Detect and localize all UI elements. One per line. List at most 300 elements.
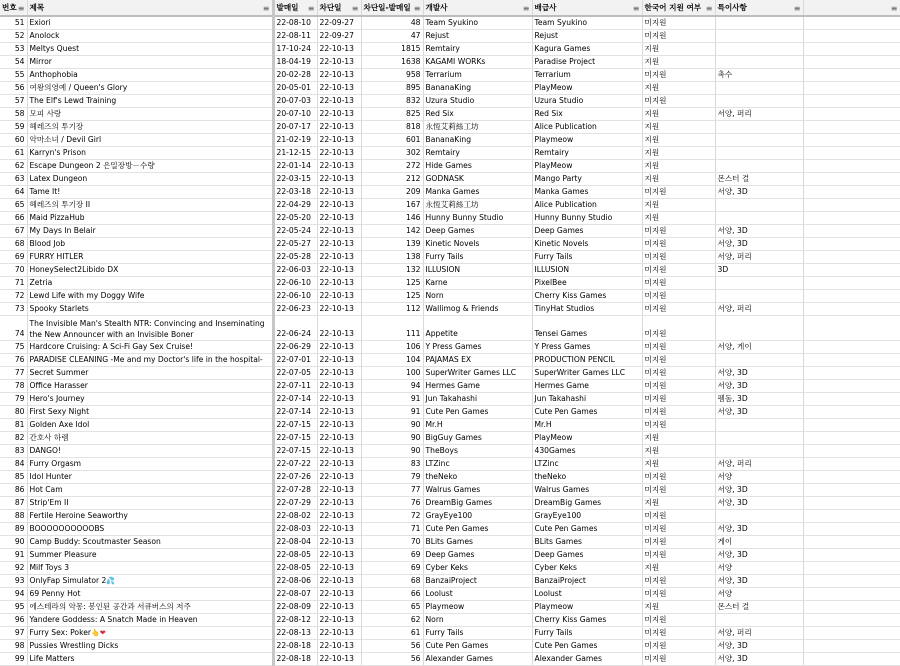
cell-title[interactable]: Summer Pleasure [27,549,273,562]
cell-kor[interactable]: 미지원 [642,406,715,419]
cell-pub[interactable]: Cute Pen Games [532,406,642,419]
cell-release[interactable]: 22-03-15 [273,173,317,186]
cell-no[interactable]: 96 [0,614,27,627]
cell-release[interactable]: 22-07-14 [273,406,317,419]
cell-extra[interactable] [803,471,900,484]
cell-pub[interactable]: LTZinc [532,458,642,471]
filter-icon[interactable]: ≡ [262,4,270,13]
cell-diff[interactable]: 125 [361,290,423,303]
cell-title[interactable]: Mirror [27,56,273,69]
cell-kor[interactable]: 미지원 [642,238,715,251]
cell-block[interactable]: 22-10-13 [317,614,361,627]
column-header-extra[interactable] [803,0,900,16]
cell-diff[interactable]: 76 [361,497,423,510]
cell-dev[interactable]: Kinetic Novels [423,238,532,251]
cell-extra[interactable] [803,562,900,575]
cell-dev[interactable]: BananaKing [423,82,532,95]
cell-dev[interactable]: Deep Games [423,549,532,562]
cell-no[interactable]: 67 [0,225,27,238]
cell-extra[interactable] [803,134,900,147]
cell-note[interactable] [715,16,803,30]
cell-extra[interactable] [803,393,900,406]
cell-kor[interactable]: 미지원 [642,341,715,354]
cell-note[interactable] [715,316,803,341]
cell-note[interactable]: 서양 [715,562,803,575]
column-header-no[interactable] [0,0,27,16]
cell-diff[interactable]: 139 [361,238,423,251]
cell-kor[interactable]: 미지원 [642,640,715,653]
cell-extra[interactable] [803,575,900,588]
column-header-diff[interactable] [361,0,423,16]
cell-kor[interactable]: 지원 [642,147,715,160]
cell-extra[interactable] [803,160,900,173]
cell-dev[interactable]: Alexander Games [423,653,532,666]
cell-title[interactable]: Camp Buddy: Scoutmaster Season [27,536,273,549]
cell-dev[interactable]: ILLUSION [423,264,532,277]
cell-release[interactable]: 20-02-28 [273,69,317,82]
cell-extra[interactable] [803,601,900,614]
cell-release[interactable]: 22-08-07 [273,588,317,601]
cell-title[interactable]: 여왕의영예 / Queen's Glory [27,82,273,95]
cell-block[interactable]: 22-10-13 [317,251,361,264]
cell-release[interactable]: 20-05-01 [273,82,317,95]
cell-dev[interactable]: Cute Pen Games [423,640,532,653]
cell-kor[interactable]: 미지원 [642,303,715,316]
cell-title[interactable]: First Sexy Night [27,406,273,419]
cell-kor[interactable]: 미지원 [642,380,715,393]
cell-extra[interactable] [803,354,900,367]
cell-block[interactable]: 22-10-13 [317,588,361,601]
cell-kor[interactable]: 지원 [642,458,715,471]
cell-block[interactable]: 22-10-13 [317,134,361,147]
cell-diff[interactable]: 94 [361,380,423,393]
cell-kor[interactable]: 지원 [642,445,715,458]
cell-block[interactable]: 22-10-13 [317,510,361,523]
cell-note[interactable]: 서양, 3D [715,497,803,510]
cell-block[interactable]: 22-10-13 [317,562,361,575]
cell-pub[interactable]: Rejust [532,30,642,43]
cell-pub[interactable]: Walrus Games [532,484,642,497]
filter-icon[interactable]: ≡ [793,4,801,13]
cell-extra[interactable] [803,30,900,43]
cell-dev[interactable]: Terrarium [423,69,532,82]
cell-extra[interactable] [803,367,900,380]
cell-release[interactable]: 22-08-11 [273,30,317,43]
cell-release[interactable]: 22-01-14 [273,160,317,173]
cell-title[interactable]: My Days In Belair [27,225,273,238]
cell-pub[interactable]: SuperWriter Games LLC [532,367,642,380]
cell-diff[interactable]: 142 [361,225,423,238]
cell-extra[interactable] [803,108,900,121]
cell-diff[interactable]: 111 [361,316,423,341]
cell-title[interactable]: Exiori [27,16,273,30]
cell-extra[interactable] [803,510,900,523]
cell-no[interactable]: 92 [0,562,27,575]
cell-dev[interactable]: Appetite [423,316,532,341]
cell-dev[interactable]: Playmeow [423,601,532,614]
cell-no[interactable]: 84 [0,458,27,471]
cell-dev[interactable]: Rejust [423,30,532,43]
cell-dev[interactable]: BigGuy Games [423,432,532,445]
cell-note[interactable] [715,30,803,43]
cell-release[interactable]: 22-04-29 [273,199,317,212]
cell-block[interactable]: 22-10-13 [317,199,361,212]
cell-title[interactable]: Anolock [27,30,273,43]
cell-title[interactable]: BOOOOOOOOOOBS [27,523,273,536]
cell-title[interactable]: Furry Orgasm [27,458,273,471]
cell-pub[interactable]: DreamBig Games [532,497,642,510]
cell-no[interactable]: 62 [0,160,27,173]
cell-no[interactable]: 52 [0,30,27,43]
cell-kor[interactable]: 지원 [642,497,715,510]
cell-block[interactable]: 22-10-13 [317,82,361,95]
cell-note[interactable] [715,121,803,134]
cell-no[interactable]: 55 [0,69,27,82]
cell-diff[interactable]: 146 [361,212,423,225]
cell-diff[interactable]: 70 [361,536,423,549]
cell-release[interactable]: 22-06-10 [273,290,317,303]
cell-block[interactable]: 22-10-13 [317,627,361,640]
cell-no[interactable]: 89 [0,523,27,536]
cell-block[interactable]: 22-10-13 [317,173,361,186]
cell-diff[interactable]: 825 [361,108,423,121]
cell-release[interactable]: 22-08-05 [273,549,317,562]
cell-extra[interactable] [803,264,900,277]
cell-block[interactable]: 22-10-13 [317,601,361,614]
cell-kor[interactable]: 미지원 [642,627,715,640]
cell-diff[interactable]: 302 [361,147,423,160]
cell-dev[interactable]: Mr.H [423,419,532,432]
cell-dev[interactable]: Hermes Game [423,380,532,393]
cell-block[interactable]: 22-10-13 [317,432,361,445]
cell-diff[interactable]: 212 [361,173,423,186]
cell-no[interactable]: 86 [0,484,27,497]
cell-title[interactable]: Yandere Goddess: A Snatch Made in Heaven [27,614,273,627]
filter-icon[interactable]: ≡ [413,4,421,13]
cell-kor[interactable]: 미지원 [642,69,715,82]
cell-dev[interactable]: Cute Pen Games [423,523,532,536]
cell-note[interactable] [715,445,803,458]
cell-block[interactable]: 22-10-13 [317,43,361,56]
cell-extra[interactable] [803,484,900,497]
cell-title[interactable]: Secret Summer [27,367,273,380]
cell-pub[interactable]: Red Six [532,108,642,121]
cell-no[interactable]: 93 [0,575,27,588]
cell-pub[interactable]: Playmeow [532,134,642,147]
cell-pub[interactable]: Mr.H [532,419,642,432]
cell-note[interactable]: 서양, 3D [715,549,803,562]
cell-kor[interactable]: 미지원 [642,225,715,238]
cell-block[interactable]: 22-10-13 [317,316,361,341]
cell-no[interactable]: 99 [0,653,27,666]
cell-title[interactable]: 헤레즈의 투기장 II [27,199,273,212]
cell-diff[interactable]: 72 [361,510,423,523]
cell-note[interactable]: 서양, 3D [715,406,803,419]
cell-release[interactable]: 18-04-19 [273,56,317,69]
cell-note[interactable]: 서양, 3D [715,575,803,588]
cell-pub[interactable]: ILLUSION [532,264,642,277]
cell-block[interactable]: 22-10-13 [317,484,361,497]
cell-block[interactable]: 22-09-27 [317,16,361,30]
cell-no[interactable]: 56 [0,82,27,95]
cell-no[interactable]: 85 [0,471,27,484]
cell-title[interactable]: HoneySelect2Libido DX [27,264,273,277]
cell-diff[interactable]: 132 [361,264,423,277]
cell-block[interactable]: 22-10-13 [317,186,361,199]
cell-title[interactable]: Zetria [27,277,273,290]
cell-block[interactable]: 22-10-13 [317,380,361,393]
cell-extra[interactable] [803,640,900,653]
cell-no[interactable]: 73 [0,303,27,316]
cell-pub[interactable]: PixelBee [532,277,642,290]
cell-pub[interactable]: Cute Pen Games [532,640,642,653]
cell-kor[interactable]: 지원 [642,43,715,56]
cell-pub[interactable]: Y Press Games [532,341,642,354]
cell-note[interactable] [715,95,803,108]
cell-diff[interactable]: 71 [361,523,423,536]
cell-extra[interactable] [803,536,900,549]
cell-no[interactable]: 53 [0,43,27,56]
cell-diff[interactable]: 272 [361,160,423,173]
cell-dev[interactable]: Deep Games [423,225,532,238]
cell-block[interactable]: 22-10-13 [317,406,361,419]
cell-block[interactable]: 22-10-13 [317,56,361,69]
cell-dev[interactable]: LTZinc [423,458,532,471]
cell-diff[interactable]: 48 [361,16,423,30]
cell-extra[interactable] [803,653,900,666]
cell-kor[interactable]: 지원 [642,562,715,575]
cell-title[interactable]: 간호사 하렘 [27,432,273,445]
cell-dev[interactable]: Cute Pen Games [423,406,532,419]
cell-pub[interactable]: Mango Party [532,173,642,186]
cell-pub[interactable]: Furry Tails [532,251,642,264]
cell-extra[interactable] [803,445,900,458]
cell-pub[interactable]: Remtairy [532,147,642,160]
cell-title[interactable]: Karryn's Prison [27,147,273,160]
cell-pub[interactable]: Cherry Kiss Games [532,290,642,303]
cell-kor[interactable]: 미지원 [642,30,715,43]
cell-pub[interactable]: Cherry Kiss Games [532,614,642,627]
cell-kor[interactable]: 미지원 [642,316,715,341]
cell-block[interactable]: 22-10-13 [317,277,361,290]
cell-no[interactable]: 65 [0,199,27,212]
cell-diff[interactable]: 895 [361,82,423,95]
cell-no[interactable]: 74 [0,316,27,341]
cell-diff[interactable]: 47 [361,30,423,43]
cell-release[interactable]: 22-06-23 [273,303,317,316]
cell-diff[interactable]: 79 [361,471,423,484]
cell-note[interactable] [715,160,803,173]
cell-release[interactable]: 22-06-24 [273,316,317,341]
cell-pub[interactable]: Cyber Keks [532,562,642,575]
cell-note[interactable] [715,199,803,212]
cell-pub[interactable]: Furry Tails [532,627,642,640]
cell-block[interactable]: 22-10-13 [317,69,361,82]
column-header-note[interactable] [715,0,803,16]
cell-block[interactable]: 22-10-13 [317,471,361,484]
cell-pub[interactable]: PRODUCTION PENCIL [532,354,642,367]
cell-diff[interactable]: 56 [361,640,423,653]
cell-release[interactable]: 22-07-22 [273,458,317,471]
cell-diff[interactable]: 91 [361,393,423,406]
cell-diff[interactable]: 61 [361,627,423,640]
cell-no[interactable]: 71 [0,277,27,290]
cell-release[interactable]: 22-06-10 [273,277,317,290]
cell-dev[interactable]: Furry Tails [423,251,532,264]
cell-pub[interactable]: Alice Publication [532,199,642,212]
cell-block[interactable]: 22-10-13 [317,108,361,121]
cell-dev[interactable]: Remtairy [423,147,532,160]
cell-release[interactable]: 22-07-29 [273,497,317,510]
cell-extra[interactable] [803,341,900,354]
cell-pub[interactable]: Uzura Studio [532,95,642,108]
cell-release[interactable]: 20-07-17 [273,121,317,134]
cell-release[interactable]: 22-05-20 [273,212,317,225]
cell-kor[interactable]: 미지원 [642,471,715,484]
cell-diff[interactable]: 818 [361,121,423,134]
cell-no[interactable]: 70 [0,264,27,277]
cell-release[interactable]: 22-08-12 [273,614,317,627]
cell-dev[interactable]: Walrus Games [423,484,532,497]
cell-diff[interactable]: 104 [361,354,423,367]
cell-title[interactable]: Life Matters [27,653,273,666]
cell-dev[interactable]: BLits Games [423,536,532,549]
cell-dev[interactable]: Hide Games [423,160,532,173]
cell-title[interactable]: Anthophobia [27,69,273,82]
cell-no[interactable]: 58 [0,108,27,121]
cell-note[interactable] [715,82,803,95]
cell-kor[interactable]: 미지원 [642,251,715,264]
cell-kor[interactable]: 미지원 [642,510,715,523]
cell-kor[interactable]: 지원 [642,82,715,95]
cell-note[interactable] [715,134,803,147]
cell-release[interactable]: 22-07-28 [273,484,317,497]
cell-dev[interactable]: Norn [423,290,532,303]
cell-note[interactable] [715,56,803,69]
cell-kor[interactable]: 미지원 [642,484,715,497]
cell-diff[interactable]: 77 [361,484,423,497]
cell-extra[interactable] [803,277,900,290]
cell-diff[interactable]: 91 [361,406,423,419]
cell-extra[interactable] [803,69,900,82]
cell-no[interactable]: 79 [0,393,27,406]
cell-extra[interactable] [803,251,900,264]
cell-pub[interactable]: PlayMeow [532,160,642,173]
cell-kor[interactable]: 지원 [642,160,715,173]
cell-release[interactable]: 22-07-15 [273,445,317,458]
cell-block[interactable]: 22-10-13 [317,549,361,562]
cell-block[interactable]: 22-10-13 [317,341,361,354]
cell-note[interactable]: 서양, 퍼리 [715,627,803,640]
cell-dev[interactable]: BananaKing [423,134,532,147]
cell-dev[interactable]: Furry Tails [423,627,532,640]
cell-diff[interactable]: 1638 [361,56,423,69]
cell-note[interactable] [715,614,803,627]
cell-pub[interactable]: Playmeow [532,601,642,614]
cell-extra[interactable] [803,212,900,225]
cell-kor[interactable]: 미지원 [642,523,715,536]
cell-diff[interactable]: 69 [361,562,423,575]
cell-dev[interactable]: 永恆艾莉絲工坊 [423,121,532,134]
filter-icon[interactable]: ≡ [17,4,25,13]
cell-note[interactable]: 서양, 3D [715,653,803,666]
cell-no[interactable]: 72 [0,290,27,303]
filter-icon[interactable]: ≡ [351,4,359,13]
filter-icon[interactable]: ≡ [632,4,640,13]
cell-pub[interactable]: Deep Games [532,225,642,238]
cell-no[interactable]: 83 [0,445,27,458]
cell-diff[interactable]: 125 [361,277,423,290]
cell-title[interactable]: Escape Dungeon 2 은밀장방－수량 [27,160,273,173]
cell-release[interactable]: 22-07-15 [273,419,317,432]
cell-pub[interactable]: Kagura Games [532,43,642,56]
cell-pub[interactable]: Kinetic Novels [532,238,642,251]
cell-no[interactable]: 60 [0,134,27,147]
cell-kor[interactable]: 미지원 [642,367,715,380]
cell-pub[interactable]: TinyHat Studios [532,303,642,316]
cell-no[interactable]: 57 [0,95,27,108]
cell-dev[interactable]: KAGAMI WORKs [423,56,532,69]
cell-release[interactable]: 22-08-18 [273,653,317,666]
cell-kor[interactable]: 지원 [642,212,715,225]
column-header-dev[interactable] [423,0,532,16]
cell-dev[interactable]: Jun Takahashi [423,393,532,406]
cell-extra[interactable] [803,432,900,445]
cell-dev[interactable]: Wallimog & Friends [423,303,532,316]
cell-kor[interactable]: 미지원 [642,264,715,277]
cell-diff[interactable]: 65 [361,601,423,614]
cell-block[interactable]: 22-10-13 [317,367,361,380]
cell-note[interactable]: 서양 [715,471,803,484]
cell-block[interactable]: 22-10-13 [317,640,361,653]
cell-pub[interactable]: Cute Pen Games [532,523,642,536]
cell-dev[interactable]: SuperWriter Games LLC [423,367,532,380]
cell-release[interactable]: 20-07-03 [273,95,317,108]
cell-title[interactable]: Hero's Journey [27,393,273,406]
cell-block[interactable]: 22-10-13 [317,121,361,134]
filter-icon[interactable]: ≡ [890,4,898,13]
cell-title[interactable]: Golden Axe Idol [27,419,273,432]
cell-pub[interactable]: PlayMeow [532,432,642,445]
cell-release[interactable]: 22-07-15 [273,432,317,445]
cell-no[interactable]: 68 [0,238,27,251]
cell-block[interactable]: 22-10-13 [317,458,361,471]
cell-kor[interactable]: 미지원 [642,186,715,199]
cell-extra[interactable] [803,290,900,303]
cell-title[interactable]: OnlyFap Simulator 2💦 [27,575,273,588]
cell-no[interactable]: 78 [0,380,27,393]
column-header-block[interactable] [317,0,361,16]
cell-extra[interactable] [803,627,900,640]
cell-kor[interactable]: 지원 [642,134,715,147]
cell-release[interactable]: 22-08-09 [273,601,317,614]
cell-diff[interactable]: 66 [361,588,423,601]
cell-dev[interactable]: Remtairy [423,43,532,56]
cell-diff[interactable]: 90 [361,445,423,458]
cell-note[interactable]: 서양, 3D [715,367,803,380]
cell-title[interactable]: Blood Job [27,238,273,251]
cell-block[interactable]: 22-10-13 [317,264,361,277]
cell-pub[interactable]: PlayMeow [532,82,642,95]
cell-dev[interactable]: GrayEye100 [423,510,532,523]
cell-note[interactable]: 서양, 퍼리 [715,458,803,471]
cell-block[interactable]: 22-10-13 [317,212,361,225]
cell-block[interactable]: 22-10-13 [317,653,361,666]
cell-diff[interactable]: 112 [361,303,423,316]
cell-title[interactable]: DANGO! [27,445,273,458]
cell-pub[interactable]: GrayEye100 [532,510,642,523]
cell-note[interactable]: 3D [715,264,803,277]
